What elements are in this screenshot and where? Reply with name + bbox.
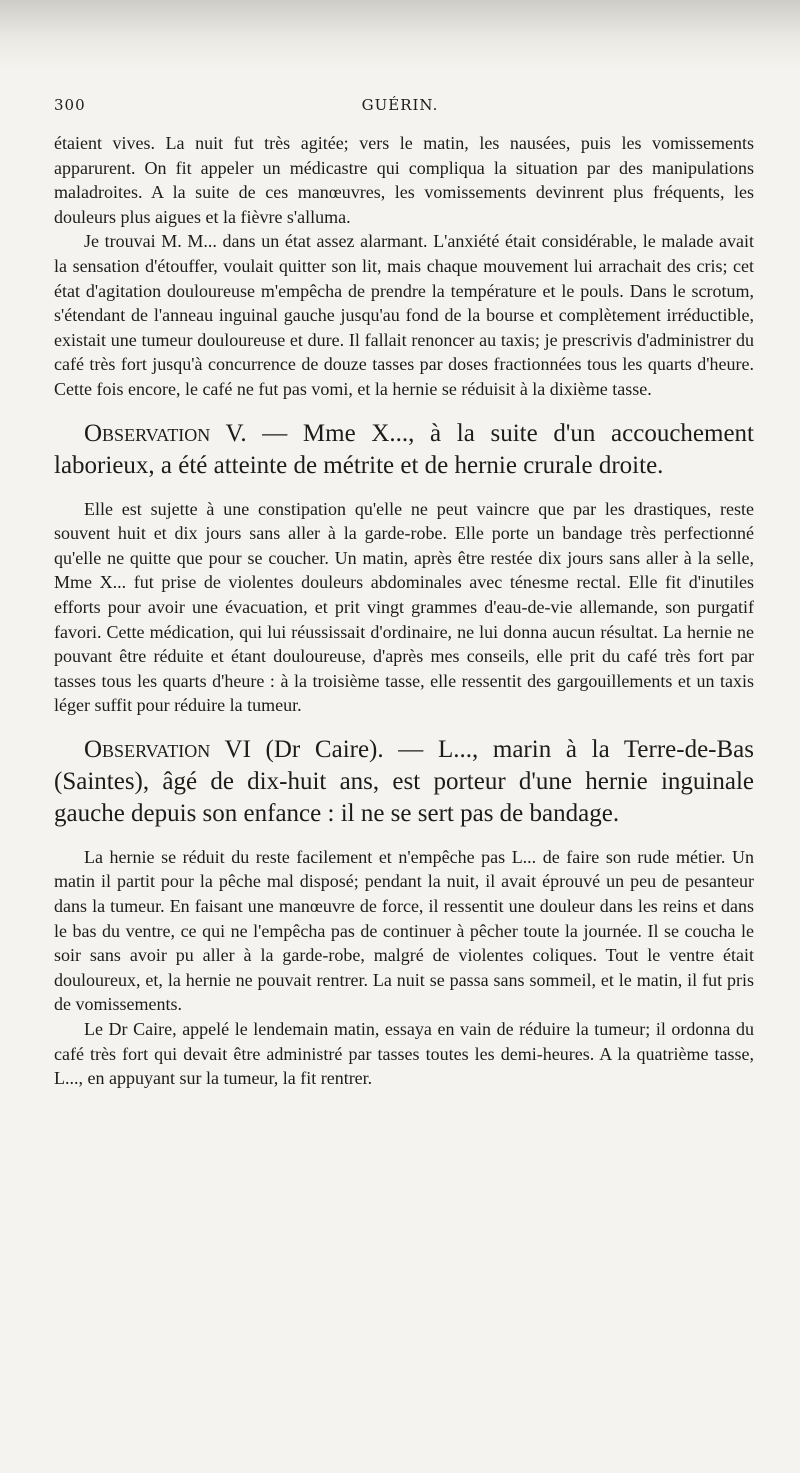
observation-heading bbox=[54, 734, 754, 830]
page-number: 300 bbox=[54, 96, 86, 114]
running-title: GUÉRIN. bbox=[361, 96, 439, 114]
observation-summary: — Mme X..., à la suite d'un accouchement laborieux, a été atteinte de métrite et de hernie crurale droite. bbox=[54, 419, 754, 479]
paragraph: Je trouvai M. M... dans un état assez alarmant. L'anxiété était considérable, le malade avait la sensation d'étouffer, voulait quitter son lit, mais chaque mouvement lui arrachait des cris; cet état d'agitation douloureuse m'empêcha de prendre la température et le pouls. Dans le scrotum, s'étendant de l'anneau inguinal gauche jusqu'au fond de la bourse et complètement irréductible, existait une tumeur douloureuse et dure. Il fallait renoncer au taxis; je prescrivis d'administrer du café très fort jusqu'à concurrence de douze tasses par doses fractionnées tous les quarts d'heure. Cette fois encore, le café ne fut pas vomi, et la hernie se réduisit à la dixième tasse. bbox=[54, 231, 754, 399]
observation-summary: (Dr Caire). — L..., marin à la Terre-de-Bas (Saintes), âgé de dix-huit ans, est porteur d'une hernie inguinale gauche depuis son enfance : il ne se sert pas de bandage. bbox=[54, 735, 754, 827]
paragraph: Le Dr Caire, appelé le lendemain matin, essaya en vain de réduire la tumeur; il ordonna du café très fort qui devait être administré par tasses toutes les demi-heures. A la quatrième tasse, L..., en appuyant sur la tumeur, la fit rentrer. bbox=[54, 1019, 754, 1089]
running-head bbox=[54, 96, 746, 120]
observation-heading bbox=[54, 418, 754, 482]
paragraph-continuation: étaient vives. La nuit fut très agitée; vers le matin, les nausées, puis les vomissements apparurent. On fit appeler un médicastre qui compliqua la situation par des manipulations maladroites. A la suite de ces manœuvres, les vomissements devinrent plus fréquents, les douleurs plus aigues et la fièvre s'alluma. bbox=[54, 133, 754, 227]
paragraph: Elle est sujette à une constipation qu'elle ne peut vaincre que par les drastiques, reste souvent huit et dix jours sans aller à la garde-robe. Elle porte un bandage très perfectionné qu'elle ne quitte que pour se coucher. Un matin, après être restée dix jours sans aller à la selle, Mme X... fut prise de violentes douleurs abdominales avec ténesme rectal. Elle fit d'inutiles efforts pour avoir une évacuation, et prit vingt grammes d'eau-de-vie allemande, son purgatif favori. Cette médication, qui lui réussissait d'ordinaire, ne lui donna aucun résultat. La hernie ne pouvant être réduite et étant douloureuse, d'après mes conseils, elle prit du café très fort par tasses tous les quarts d'heure : à la troisième tasse, elle ressentit des gargouillements et un taxis léger suffit pour réduire la tumeur. bbox=[54, 498, 754, 716]
page-body bbox=[54, 131, 754, 1091]
observation-label: Observation VI bbox=[84, 735, 251, 763]
paragraph: La hernie se réduit du reste facilement et n'empêche pas L... de faire son rude métier. Un matin il partit pour la pêche mal disposé; pendant la nuit, il avait éprouvé un peu de pesanteur dans la tumeur. En faisant une manœuvre de force, il ressentit une douleur dans les reins et dans le bas du ventre, ce qui ne l'empêcha pas de continuer à pêcher toute la journée. Il se coucha le soir sans avoir pu aller à la garde-robe, malgré de violentes coliques. Tout le ventre était douloureux, et, la hernie ne pouvait rentrer. La nuit se passa sans sommeil, et le matin, il fut pris de vomissements. bbox=[54, 846, 754, 1015]
observation-label: Observation V. bbox=[84, 419, 247, 447]
